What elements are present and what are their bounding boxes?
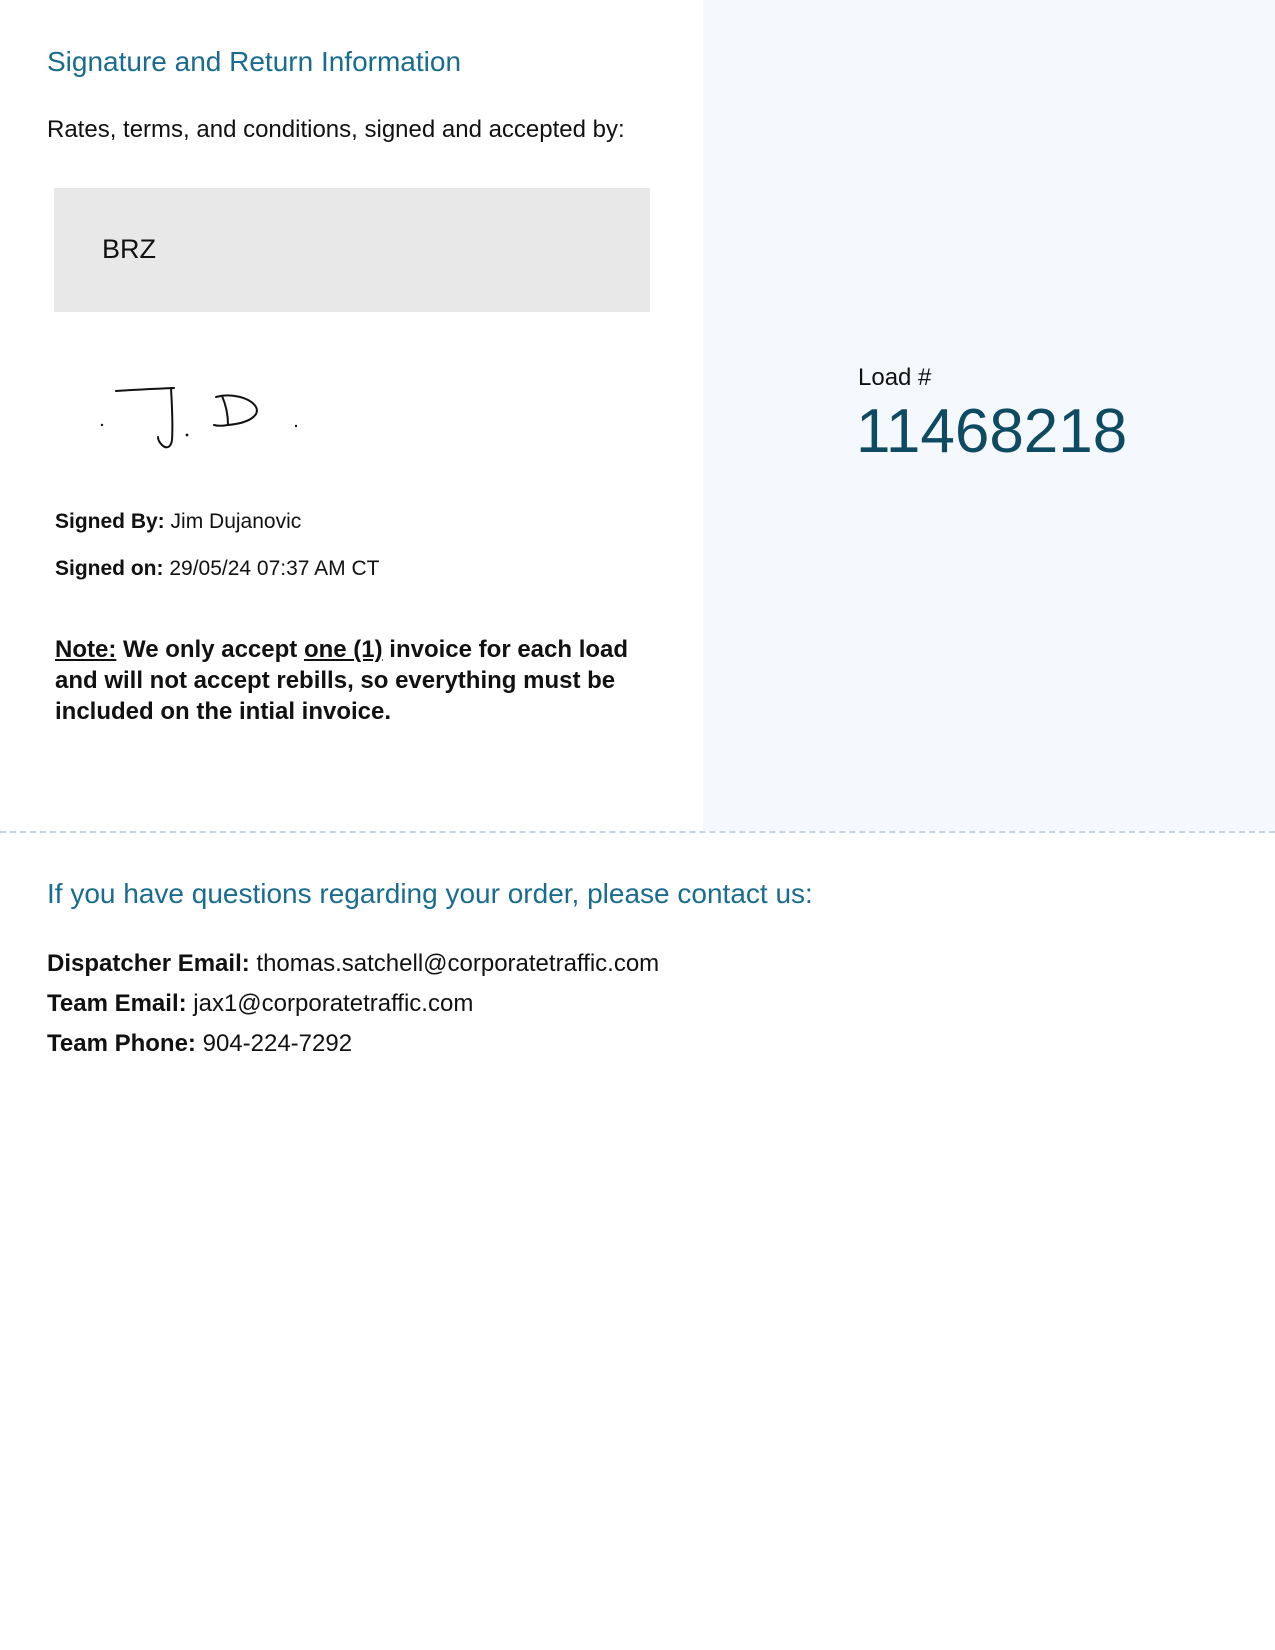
acceptance-intro-text: Rates, terms, and conditions, signed and accepted by: (47, 116, 625, 143)
accepting-company-name: BRZ (102, 234, 156, 264)
note-label: Note: (55, 636, 117, 663)
dashed-divider (0, 831, 1275, 833)
team-phone-value[interactable]: 904-224-7292 (202, 1030, 353, 1057)
signed-by-line (55, 510, 301, 534)
signed-by-label: Signed By: (55, 510, 165, 533)
invoice-note (55, 634, 635, 727)
signed-on-line (55, 557, 379, 581)
team-email-line (47, 990, 473, 1018)
team-phone-label: Team Phone: (47, 1030, 196, 1057)
signature-section-title: Signature and Return Information (47, 46, 462, 77)
dispatcher-email-link[interactable]: thomas.satchell@corporatetraffic.com (256, 950, 660, 977)
note-text-start: We only accept (116, 636, 304, 663)
load-number-panel (703, 0, 1275, 831)
contact-section-title: If you have questions regarding your order, please contact us: (47, 878, 813, 909)
note-emphasis: one (1) (303, 636, 383, 663)
load-label: Load # (858, 364, 932, 391)
team-email-label: Team Email: (47, 990, 187, 1017)
team-phone-line (47, 1030, 352, 1058)
team-email-link[interactable]: jax1@corporatetraffic.com (193, 990, 474, 1017)
signature-column (0, 0, 703, 831)
signed-on-value: 29/05/24 07:37 AM CT (169, 557, 380, 580)
signed-on-label: Signed on: (55, 557, 164, 580)
handwritten-signature (100, 385, 320, 465)
signed-by-value: Jim Dujanovic (170, 510, 302, 533)
dispatcher-email-line (47, 950, 659, 978)
dispatcher-email-label: Dispatcher Email: (47, 950, 250, 977)
note-text-end: invoice for each load and will not accept rebills, so everything must be included on the intial invoice. (55, 636, 629, 725)
accepting-company-box (54, 188, 650, 312)
load-number: 11468218 (856, 397, 1128, 466)
